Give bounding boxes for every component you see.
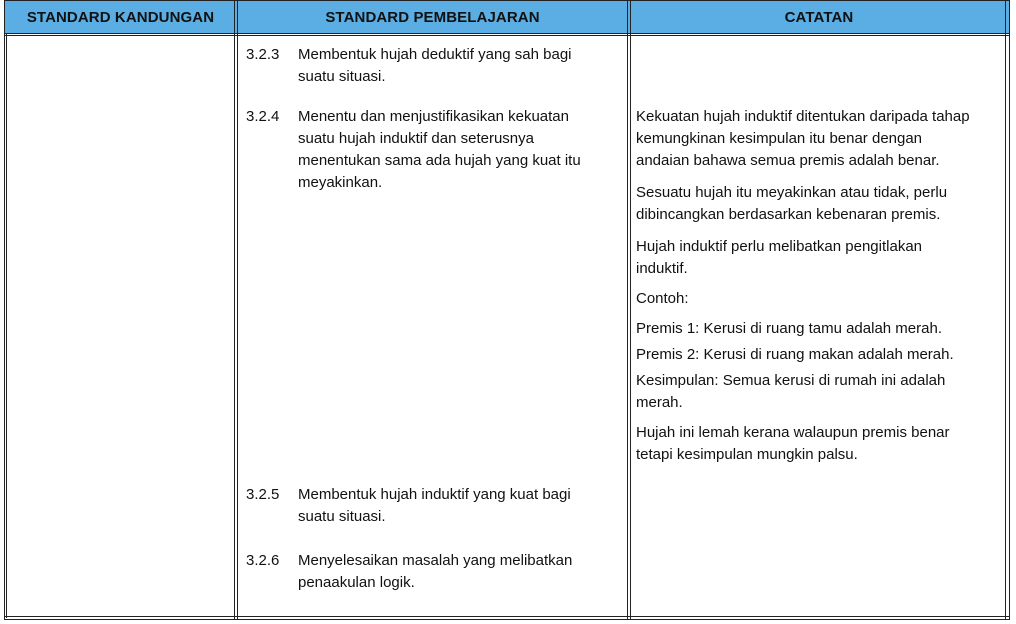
note-line: Kekuatan hujah induktif ditentukan daripada tahap [636, 108, 970, 125]
standard-number: 3.2.5 [246, 486, 280, 503]
standard-text-line: suatu situasi. [298, 68, 386, 85]
standard-text-line: suatu hujah induktif dan seterusnya [298, 130, 534, 147]
note-line: Kesimpulan: Semua kerusi di rumah ini adalah [636, 372, 946, 389]
standard-text-line: Menyelesaikan masalah yang melibatkan [298, 552, 573, 569]
note-line: Hujah ini lemah kerana walaupun premis benar [636, 424, 950, 441]
table-frame [4, 0, 1010, 620]
header-standard-kandungan: STANDARD KANDUNGAN [26, 8, 215, 26]
standard-number: 3.2.4 [246, 108, 280, 125]
column-divider-1b [237, 0, 238, 620]
standard-text-line: suatu situasi. [298, 508, 386, 525]
column-divider-2b [630, 0, 631, 620]
note-line: Sesuatu hujah itu meyakinkan atau tidak, perlu [636, 184, 948, 201]
note-line: merah. [636, 394, 683, 411]
header-standard-pembelajaran: STANDARD PEMBELAJARAN [325, 8, 540, 26]
standard-text-line: menentukan sama ada hujah yang kuat itu [298, 152, 581, 169]
standard-text-line: penaakulan logik. [298, 574, 415, 591]
standard-number: 3.2.6 [246, 552, 280, 569]
header-catatan: CATATAN [784, 8, 854, 26]
note-premis-1: Premis 1: Kerusi di ruang tamu adalah merah. [636, 320, 942, 337]
right-border-inner [1005, 0, 1006, 620]
standard-text-line: meyakinkan. [298, 174, 383, 191]
column-divider-1a [234, 0, 235, 620]
header-divider-inner [4, 35, 1010, 36]
note-premis-2: Premis 2: Kerusi di ruang makan adalah merah. [636, 346, 954, 363]
header-divider [4, 33, 1010, 34]
note-line: dibincangkan berdasarkan kebenaran premis. [636, 206, 941, 223]
column-divider-2a [627, 0, 628, 620]
note-line: Hujah induktif perlu melibatkan pengitlakan [636, 238, 923, 255]
standard-text-line: Membentuk hujah deduktif yang sah bagi [298, 46, 572, 63]
standard-text-line: Menentu dan menjustifikasikan kekuatan [298, 108, 569, 125]
note-line: tetapi kesimpulan mungkin palsu. [636, 446, 858, 463]
left-border-inner [6, 34, 7, 618]
note-line: kemungkinan kesimpulan itu benar dengan [636, 130, 923, 147]
note-line: induktif. [636, 260, 688, 277]
standard-text-line: Membentuk hujah induktif yang kuat bagi [298, 486, 571, 503]
note-contoh-label: Contoh: [636, 290, 689, 307]
standard-number: 3.2.3 [246, 46, 280, 63]
bottom-border-inner [4, 616, 1010, 617]
note-line: andaian bahawa semua premis adalah benar. [636, 152, 940, 169]
